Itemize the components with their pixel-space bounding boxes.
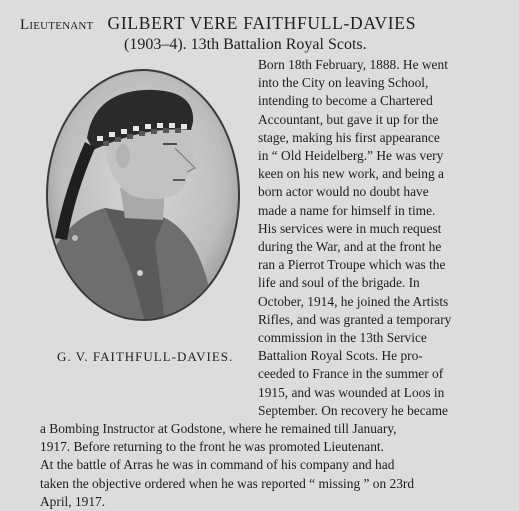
biography-line: At the battle of Arras he was in command of his company and had — [40, 457, 395, 473]
biography-line: taken the objective ordered when he was reported “ missing ” on 23rd — [40, 475, 415, 491]
biography-line: His services were in much request — [258, 220, 442, 236]
biography-line: commission in the 13th Service — [258, 330, 427, 345]
biography-line: October, 1914, he joined the Artists — [258, 293, 449, 309]
biography-line: keen on his new work, and being a — [258, 166, 444, 182]
biography-line: intending to become a Chartered — [258, 93, 433, 109]
biography-line: Battalion Royal Scots. He pro- — [258, 348, 423, 364]
biography-line: Rifles, and was granted a temporary — [258, 311, 452, 327]
biography-line: Born 18th February, 1888. He went — [258, 57, 448, 72]
biography-line: ran a Pierrot Troupe which was the — [258, 257, 446, 273]
page-heading — [20, 13, 500, 34]
heading-subtitle: (1903–4). 13th Battalion Royal Scots. — [124, 36, 367, 53]
portrait-caption: G. V. FAITHFULL-DAVIES. — [57, 349, 234, 365]
biography-line: into the City on leaving School, — [258, 75, 429, 91]
biography-line: 1917. Before returning to the front he was promoted Lieutenant. — [40, 439, 384, 455]
biography-line: born actor would no doubt have — [258, 184, 429, 200]
biography-line: September. On recovery he became — [258, 402, 448, 418]
heading-name: GILBERT VERE FAITHFULL-DAVIES — [107, 13, 417, 33]
biography-line: life and soul of the brigade. In — [258, 275, 420, 291]
biography-line: Accountant, but gave it up for the — [258, 111, 439, 127]
biography-line: during the War, and at the front he — [258, 239, 442, 254]
biography-line: in “ Old Heidelberg.” He was very — [258, 148, 444, 163]
biography-line: stage, making his first appearance — [258, 129, 440, 145]
biography-line: April, 1917. — [40, 493, 106, 509]
biography-line: 1915, and was wounded at Loos in — [258, 384, 445, 400]
portrait-photo — [45, 68, 241, 322]
heading-rank: Lieutenant — [20, 17, 94, 33]
biography-line: ceeded to France in the summer of — [258, 366, 444, 382]
biography-line: made a name for himself in time. — [258, 202, 436, 218]
biography-line: a Bombing Instructor at Godstone, where he remained till January, — [40, 421, 397, 436]
